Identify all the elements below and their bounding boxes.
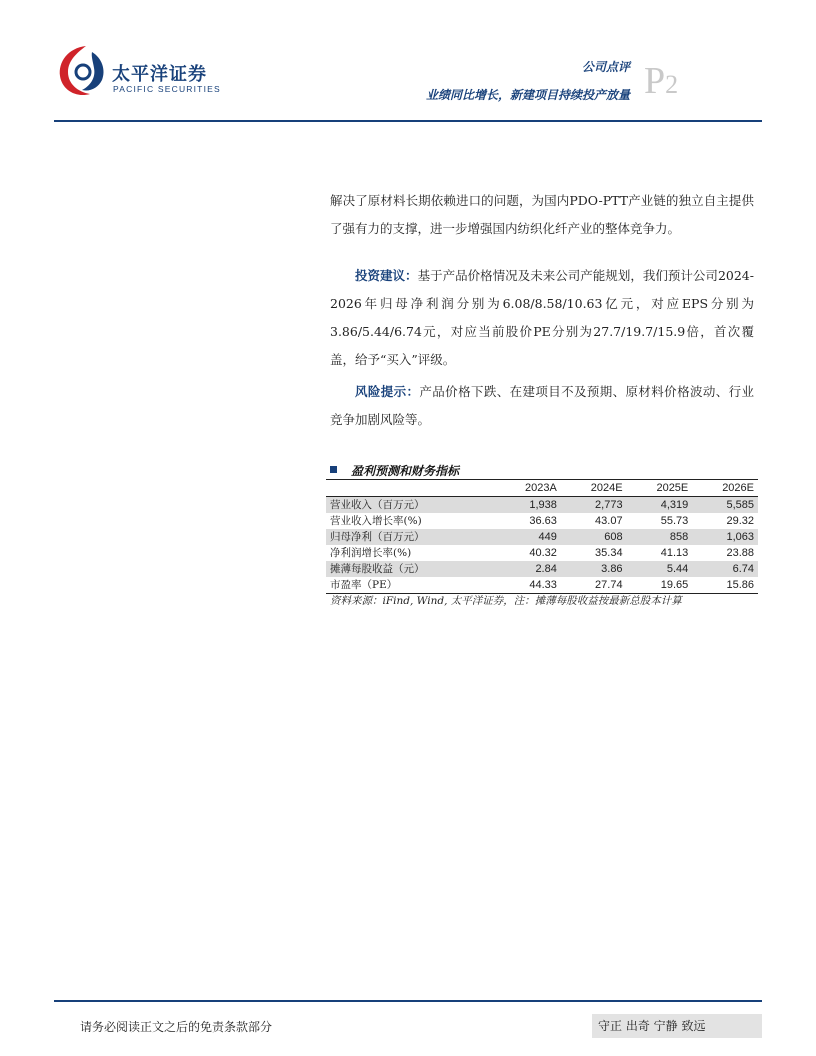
- pacific-logo-icon: [56, 42, 108, 98]
- table-cell: 3.86: [561, 561, 627, 577]
- table-cell: 23.88: [726, 547, 754, 559]
- table-title: 盈利预测和财务指标: [330, 462, 459, 479]
- header-divider: [54, 120, 762, 122]
- logo-chinese-name: 太平洋证券: [112, 64, 207, 85]
- risk-warning-text: 产品价格下跌、在建项目不及预期、原材料价格波动、行业竞争加剧风险等。: [330, 384, 754, 427]
- table-cell: 55.73: [660, 515, 689, 527]
- table-row: [326, 577, 758, 594]
- report-type: 公司点评: [581, 60, 630, 74]
- table-row: [326, 529, 758, 545]
- financial-forecast-table: [326, 479, 758, 594]
- company-logo: [56, 42, 226, 102]
- page-digit: 2: [665, 70, 679, 99]
- table-row: [326, 513, 758, 529]
- page-number: [644, 62, 678, 100]
- footer-divider: [54, 1000, 762, 1002]
- table-cell: 44.33: [495, 577, 561, 594]
- table-cell: 27.74: [561, 577, 627, 594]
- table-cell: 449: [495, 529, 561, 545]
- table-cell: 35.34: [595, 547, 623, 559]
- column-header: 2025E: [627, 480, 693, 497]
- row-label: 净利润增长率(%): [330, 547, 412, 559]
- table-source-note: 资料来源：iFind, Wind, 太平洋证券，注：摊薄每股收益按最新总股本计算: [330, 595, 682, 607]
- page-letter: P: [644, 60, 666, 102]
- investment-advice-label: 投资建议：: [355, 268, 418, 283]
- table-cell: 5,585: [692, 497, 758, 514]
- table-cell: 19.65: [627, 577, 693, 594]
- table-header-row: [326, 480, 758, 497]
- company-motto: 守正 出奇 宁静 致远: [592, 1014, 762, 1038]
- column-header: 2024E: [561, 480, 627, 497]
- row-label: 归母净利（百万元）: [326, 529, 495, 545]
- table-row: [326, 497, 758, 514]
- table-cell: 36.63: [529, 515, 557, 527]
- table-cell: 40.32: [529, 547, 557, 559]
- logo-english-name: PACIFIC SECURITIES: [113, 84, 221, 94]
- table-cell: 608: [561, 529, 627, 545]
- square-bullet-icon: [330, 466, 337, 473]
- risk-warning-paragraph: [330, 378, 754, 434]
- table-cell: 4,319: [627, 497, 693, 514]
- risk-warning-label: 风险提示：: [355, 384, 420, 399]
- investment-advice-paragraph: [330, 262, 754, 374]
- table-cell: 1,938: [495, 497, 561, 514]
- table-cell: 2,773: [561, 497, 627, 514]
- table-cell: 5.44: [627, 561, 693, 577]
- row-label: 摊薄每股收益（元）: [326, 561, 495, 577]
- disclaimer-note: 请务必阅读正文之后的免责条款部分: [80, 1020, 273, 1034]
- column-header: 2026E: [692, 480, 758, 497]
- table-cell: 858: [627, 529, 693, 545]
- table-row: [326, 561, 758, 577]
- table-row: [326, 545, 758, 561]
- paragraph-continuation: 解决了原材料长期依赖进口的问题，为国内PDO-PTT产业链的独立自主提供了强有力的支撑，进一步增强国内纺织化纤产业的整体竞争力。: [330, 193, 754, 236]
- column-header: 2023A: [495, 480, 561, 497]
- table-corner-cell: [326, 480, 495, 497]
- table-cell: 43.07: [595, 515, 623, 527]
- table-cell: 41.13: [660, 547, 689, 559]
- row-label: 营业收入（百万元）: [326, 497, 495, 514]
- row-label: 市盈率（PE）: [326, 577, 495, 594]
- table-cell: 2.84: [495, 561, 561, 577]
- table-cell: 1,063: [692, 529, 758, 545]
- report-title: 业绩同比增长，新建项目持续投产放量: [425, 88, 630, 102]
- investment-advice-text: 基于产品价格情况及未来公司产能规划，我们预计公司2024-2026年归母净利润分别为6.08/8.58/10.63亿元，对应EPS分别为3.86/5.44/6.74元，对应当前股价PE分别为27.7/19.7/15.9倍，首次覆盖，给予“买入”评级。: [330, 268, 754, 367]
- table-cell: 6.74: [692, 561, 758, 577]
- table-cell: 15.86: [692, 577, 758, 594]
- row-label: 营业收入增长率(%): [330, 515, 422, 527]
- table-cell: 29.32: [726, 515, 754, 527]
